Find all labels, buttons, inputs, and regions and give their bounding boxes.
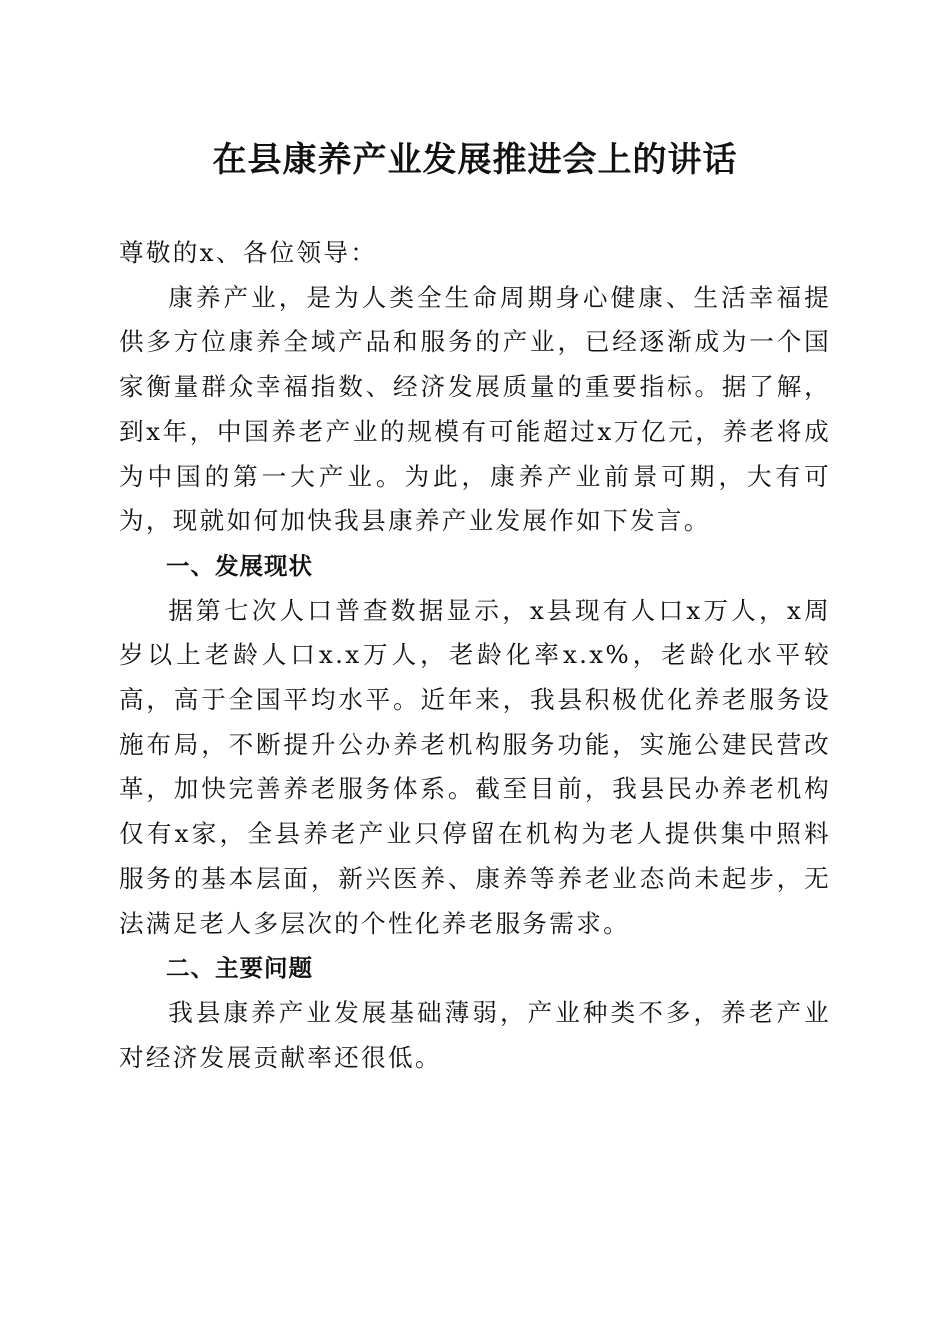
document-body bbox=[119, 231, 831, 1080]
section-heading-current-status: 一、发展现状 bbox=[166, 551, 313, 580]
section-heading-main-problems: 二、主要问题 bbox=[166, 954, 313, 983]
salutation: 尊敬的x、各位领导： bbox=[119, 238, 378, 267]
section-paragraph-main-problems: 我县康养产业发展基础薄弱，产业种类不多，养老产业对经济发展贡献率还很低。 bbox=[119, 997, 831, 1072]
section-paragraph-current-status: 据第七次人口普查数据显示，x县现有人口x万人，x周岁以上老龄人口x.x万人，老龄化率x.x%，老龄化水平较高，高于全国平均水平。近年来，我县积极优化养老服务设施布局，不断提升公办养老机构服务功能，实施公建民营改革，加快完善养老服务体系。截至目前，我县民办养老机构仅有x家，全县养老产业只停留在机构为老人提供集中照料服务的基本层面，新兴医养、康养等养老业态尚未起步，无法满足老人多层次的个性化养老服务需求。 bbox=[119, 595, 831, 938]
intro-paragraph: 康养产业，是为人类全生命周期身心健康、生活幸福提供多方位康养全域产品和服务的产业，已经逐渐成为一个国家衡量群众幸福指数、经济发展质量的重要指标。据了解，到x年，中国养老产业的规模有可能超过x万亿元，养老将成为中国的第一大产业。为此，康养产业前景可期，大有可为，现就如何加快我县康养产业发展作如下发言。 bbox=[119, 282, 831, 536]
document-title: 在县康养产业发展推进会上的讲话 bbox=[212, 140, 738, 180]
